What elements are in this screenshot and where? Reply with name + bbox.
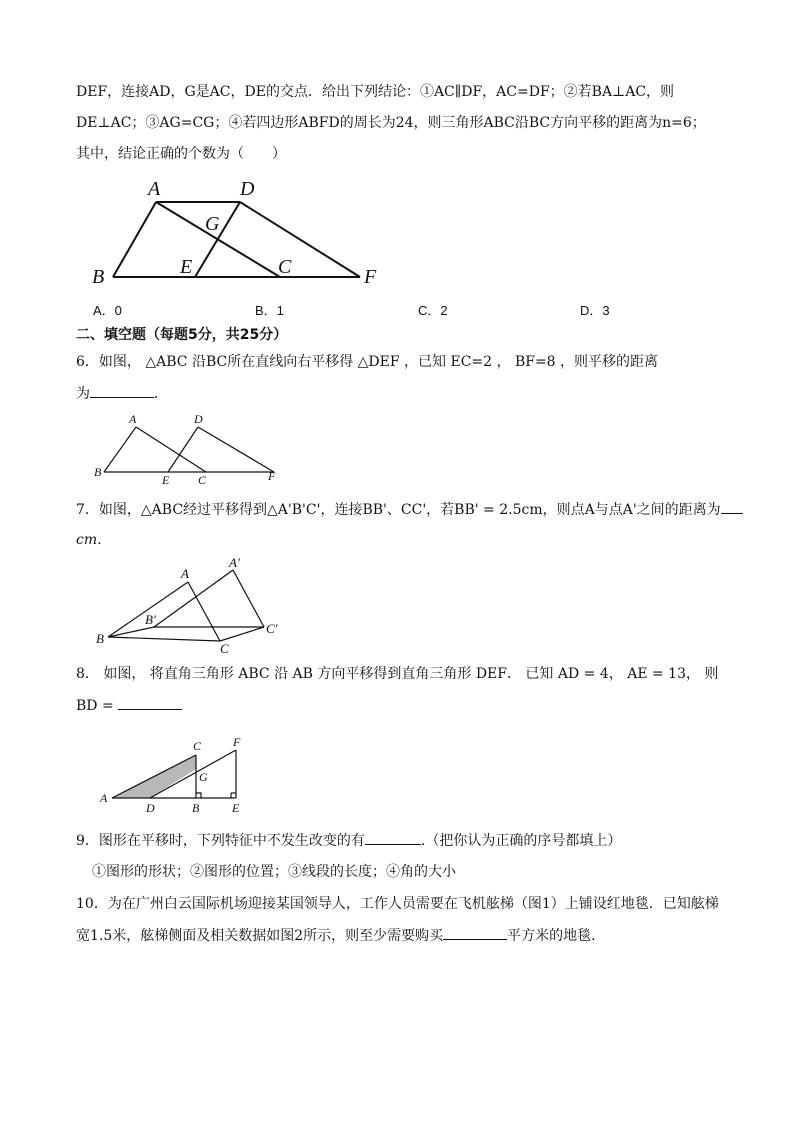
q8-label-f: F bbox=[233, 735, 241, 749]
q6-figure bbox=[92, 410, 292, 485]
q9-line-2: ①图形的形状；②图形的位置；③线段的长度；④角的大小 bbox=[92, 864, 456, 880]
q5-label-c: C bbox=[278, 256, 292, 278]
q6-label-f: F bbox=[268, 469, 276, 483]
q6-line-1: 6．如图， △ABC 沿BC所在直线向右平移得 △DEF ，已知 EC=2 ， BF=8 ，则平移的距离 bbox=[76, 354, 659, 370]
q6-label-e: E bbox=[162, 473, 170, 487]
q5-option-c: C．2 bbox=[418, 303, 448, 318]
q8-answer-blank[interactable] bbox=[118, 695, 182, 710]
q5-line-1: DEF，连接AD，G是AC，DE的交点．给出下列结论：①AC∥DF，AC=DF；②若BA⊥AC，则 bbox=[76, 84, 675, 100]
q6-line-2-text: 为 bbox=[76, 386, 90, 402]
q9-line-1 bbox=[76, 830, 621, 851]
q7-line-2: cm． bbox=[76, 532, 112, 548]
q10-line-1: 10．为在广州白云国际机场迎接某国领导人，工作人员需要在飞机舷梯（图1）上铺设红地毯．已知舷梯 bbox=[76, 896, 719, 912]
q10-line-2-end: 平方米的地毯． bbox=[507, 928, 606, 944]
q8-line-2-text: BD = bbox=[76, 698, 114, 714]
q8-label-b: B bbox=[192, 801, 200, 815]
q5-line-3: 其中，结论正确的个数为（ ） bbox=[76, 146, 286, 162]
q7-line-1 bbox=[76, 499, 743, 520]
q7-label-a-prime: A' bbox=[229, 555, 240, 570]
q7-figure bbox=[92, 555, 292, 655]
q7-label-c: C bbox=[220, 641, 229, 656]
q7-label-a: A bbox=[181, 566, 189, 581]
q7-line-1-text: 7．如图，△ABC经过平移得到△A'B'C'，连接BB'、CC'，若BB' = 2.5cm，则点A与点A'之间的距离为 bbox=[76, 502, 721, 518]
q8-label-g: G bbox=[199, 770, 208, 784]
q6-answer-blank[interactable] bbox=[90, 383, 154, 398]
q5-label-a: A bbox=[148, 178, 161, 200]
q6-line-2-end: ． bbox=[154, 386, 168, 402]
q5-option-b: B．1 bbox=[255, 303, 284, 318]
q5-label-g: G bbox=[205, 213, 220, 235]
q5-label-d: D bbox=[240, 178, 255, 200]
q5-figure bbox=[90, 175, 390, 288]
q8-label-c: C bbox=[193, 739, 202, 753]
q5-option-a: A．0 bbox=[93, 303, 122, 318]
q7-label-b-prime: B' bbox=[145, 612, 156, 627]
q9-answer-blank[interactable] bbox=[365, 830, 421, 845]
q6-line-2 bbox=[76, 383, 168, 404]
q8-label-e: E bbox=[232, 801, 240, 815]
q5-label-b: B bbox=[92, 266, 105, 288]
q7-label-b: B bbox=[96, 631, 104, 646]
q5-line-2: DE⊥AC；③AG=CG；④若四边形ABFD的周长为24，则三角形ABC沿BC方向平移的距离为n=6； bbox=[76, 115, 706, 131]
q9-line-1-text: 9．图形在平移时，下列特征中不发生改变的有 bbox=[76, 833, 365, 849]
q10-line-2 bbox=[76, 925, 605, 946]
q5-label-f: F bbox=[364, 266, 377, 288]
q5-option-d: D．3 bbox=[580, 303, 610, 318]
q8-label-a: A bbox=[100, 791, 108, 805]
q6-label-b: B bbox=[94, 465, 102, 479]
section-2-title: 二、填空题（每题5分，共25分） bbox=[76, 327, 288, 343]
q6-label-d: D bbox=[194, 412, 203, 426]
q10-line-2-text: 宽1.5米，舷梯侧面及相关数据如图2所示，则至少需要购买 bbox=[76, 928, 444, 944]
q8-line-1: 8． 如图， 将直角三角形 ABC 沿 AB 方向平移得到直角三角形 DEF． 已知 AD = 4， AE = 13， 则 bbox=[76, 666, 719, 682]
q6-label-c: C bbox=[198, 473, 207, 487]
q7-answer-blank[interactable] bbox=[721, 499, 743, 514]
q8-figure bbox=[96, 736, 256, 816]
q8-line-2 bbox=[76, 695, 182, 716]
q5-label-e: E bbox=[180, 256, 193, 278]
q10-answer-blank[interactable] bbox=[443, 925, 507, 940]
q8-label-d: D bbox=[146, 801, 155, 815]
q7-label-c-prime: C' bbox=[266, 621, 278, 636]
q9-line-1-end: .（把你认为正确的序号都填上） bbox=[420, 833, 622, 849]
q6-label-a: A bbox=[129, 412, 137, 426]
